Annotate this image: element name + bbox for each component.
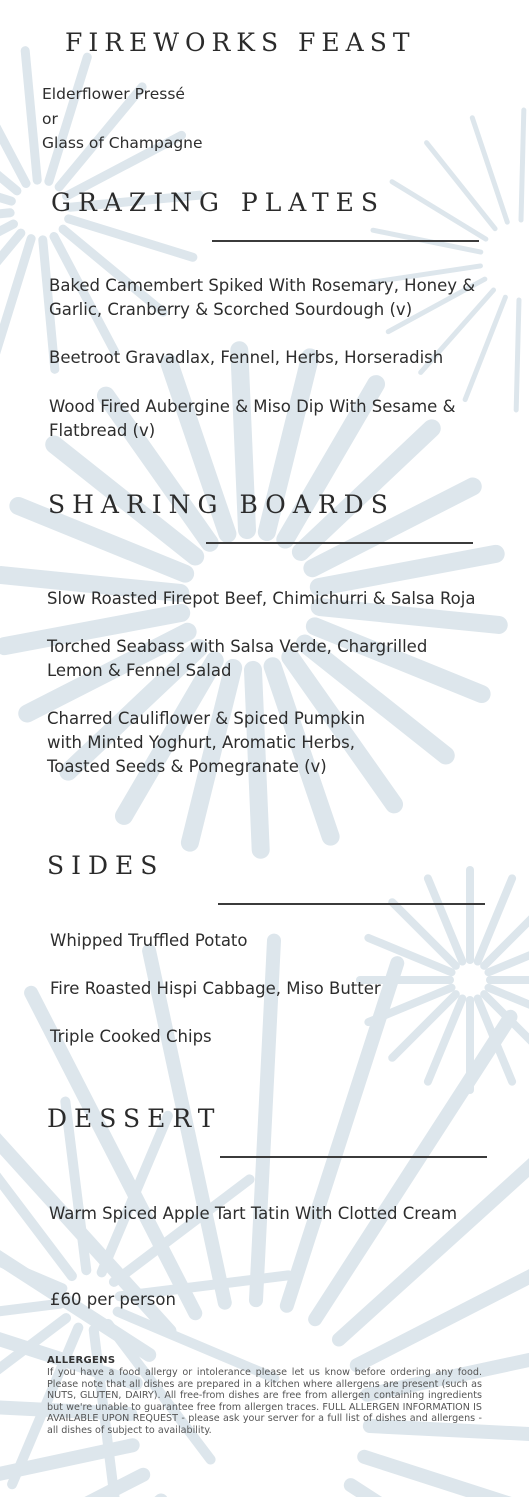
section-divider — [218, 903, 485, 905]
price: £60 per person — [50, 1290, 176, 1309]
menu-item: Triple Cooked Chips — [50, 1027, 212, 1046]
menu-item: Warm Spiced Apple Tart Tatin With Clotted Cream — [49, 1204, 458, 1223]
welcome-drink-2: Glass of Champagne — [42, 134, 203, 152]
menu-item: Slow Roasted Firepot Beef, Chimichurri & Salsa Roja — [47, 589, 476, 608]
section-title-dessert: DESSERT — [47, 1104, 222, 1133]
allergens-notice: If you have a food allergy or intolerance please let us know before ordering any food. Please note that all dishes are prepared in a kitchen where allergens are present (such as NUTS, GLUTEN, DAIRY). All free-from dishes are free from allergen containing ingredients but we're unable to guarantee free from allergen traces. FULL ALLERGEN INFORMATION IS AVAILABLE UPON REQUEST - please ask your server for a full list of dishes and allergens - all dishes of subject to availability. — [47, 1367, 482, 1436]
section-divider — [206, 542, 473, 544]
section-title-sharing-boards: SHARING BOARDS — [48, 490, 395, 519]
menu-item: Wood Fired Aubergine & Miso Dip With Sesame & Flatbread (v) — [49, 397, 456, 440]
allergens-heading: ALLERGENS — [47, 1355, 116, 1366]
section-title-sides: SIDES — [47, 851, 165, 880]
menu-item: Baked Camembert Spiked With Rosemary, Honey & Garlic, Cranberry & Scorched Sourdough (v) — [49, 276, 476, 319]
section-divider — [220, 1156, 487, 1158]
menu-item: Whipped Truffled Potato — [50, 931, 248, 950]
menu-item: Charred Cauliflower & Spiced Pumpkin with Minted Yoghurt, Aromatic Herbs, Toasted Seeds & Pomegranate (v) — [47, 709, 366, 776]
section-title-grazing-plates: GRAZING PLATES — [51, 188, 386, 217]
menu-item: Fire Roasted Hispi Cabbage, Miso Butter — [50, 979, 381, 998]
menu-title: FIREWORKS FEAST — [65, 28, 416, 57]
section-divider — [212, 240, 479, 242]
menu-item: Beetroot Gravadlax, Fennel, Herbs, Horseradish — [49, 348, 444, 367]
menu-item: Torched Seabass with Salsa Verde, Chargrilled Lemon & Fennel Salad — [47, 637, 428, 680]
welcome-drink-1: Elderflower Pressé — [42, 85, 185, 103]
welcome-drink-or: or — [42, 110, 58, 128]
